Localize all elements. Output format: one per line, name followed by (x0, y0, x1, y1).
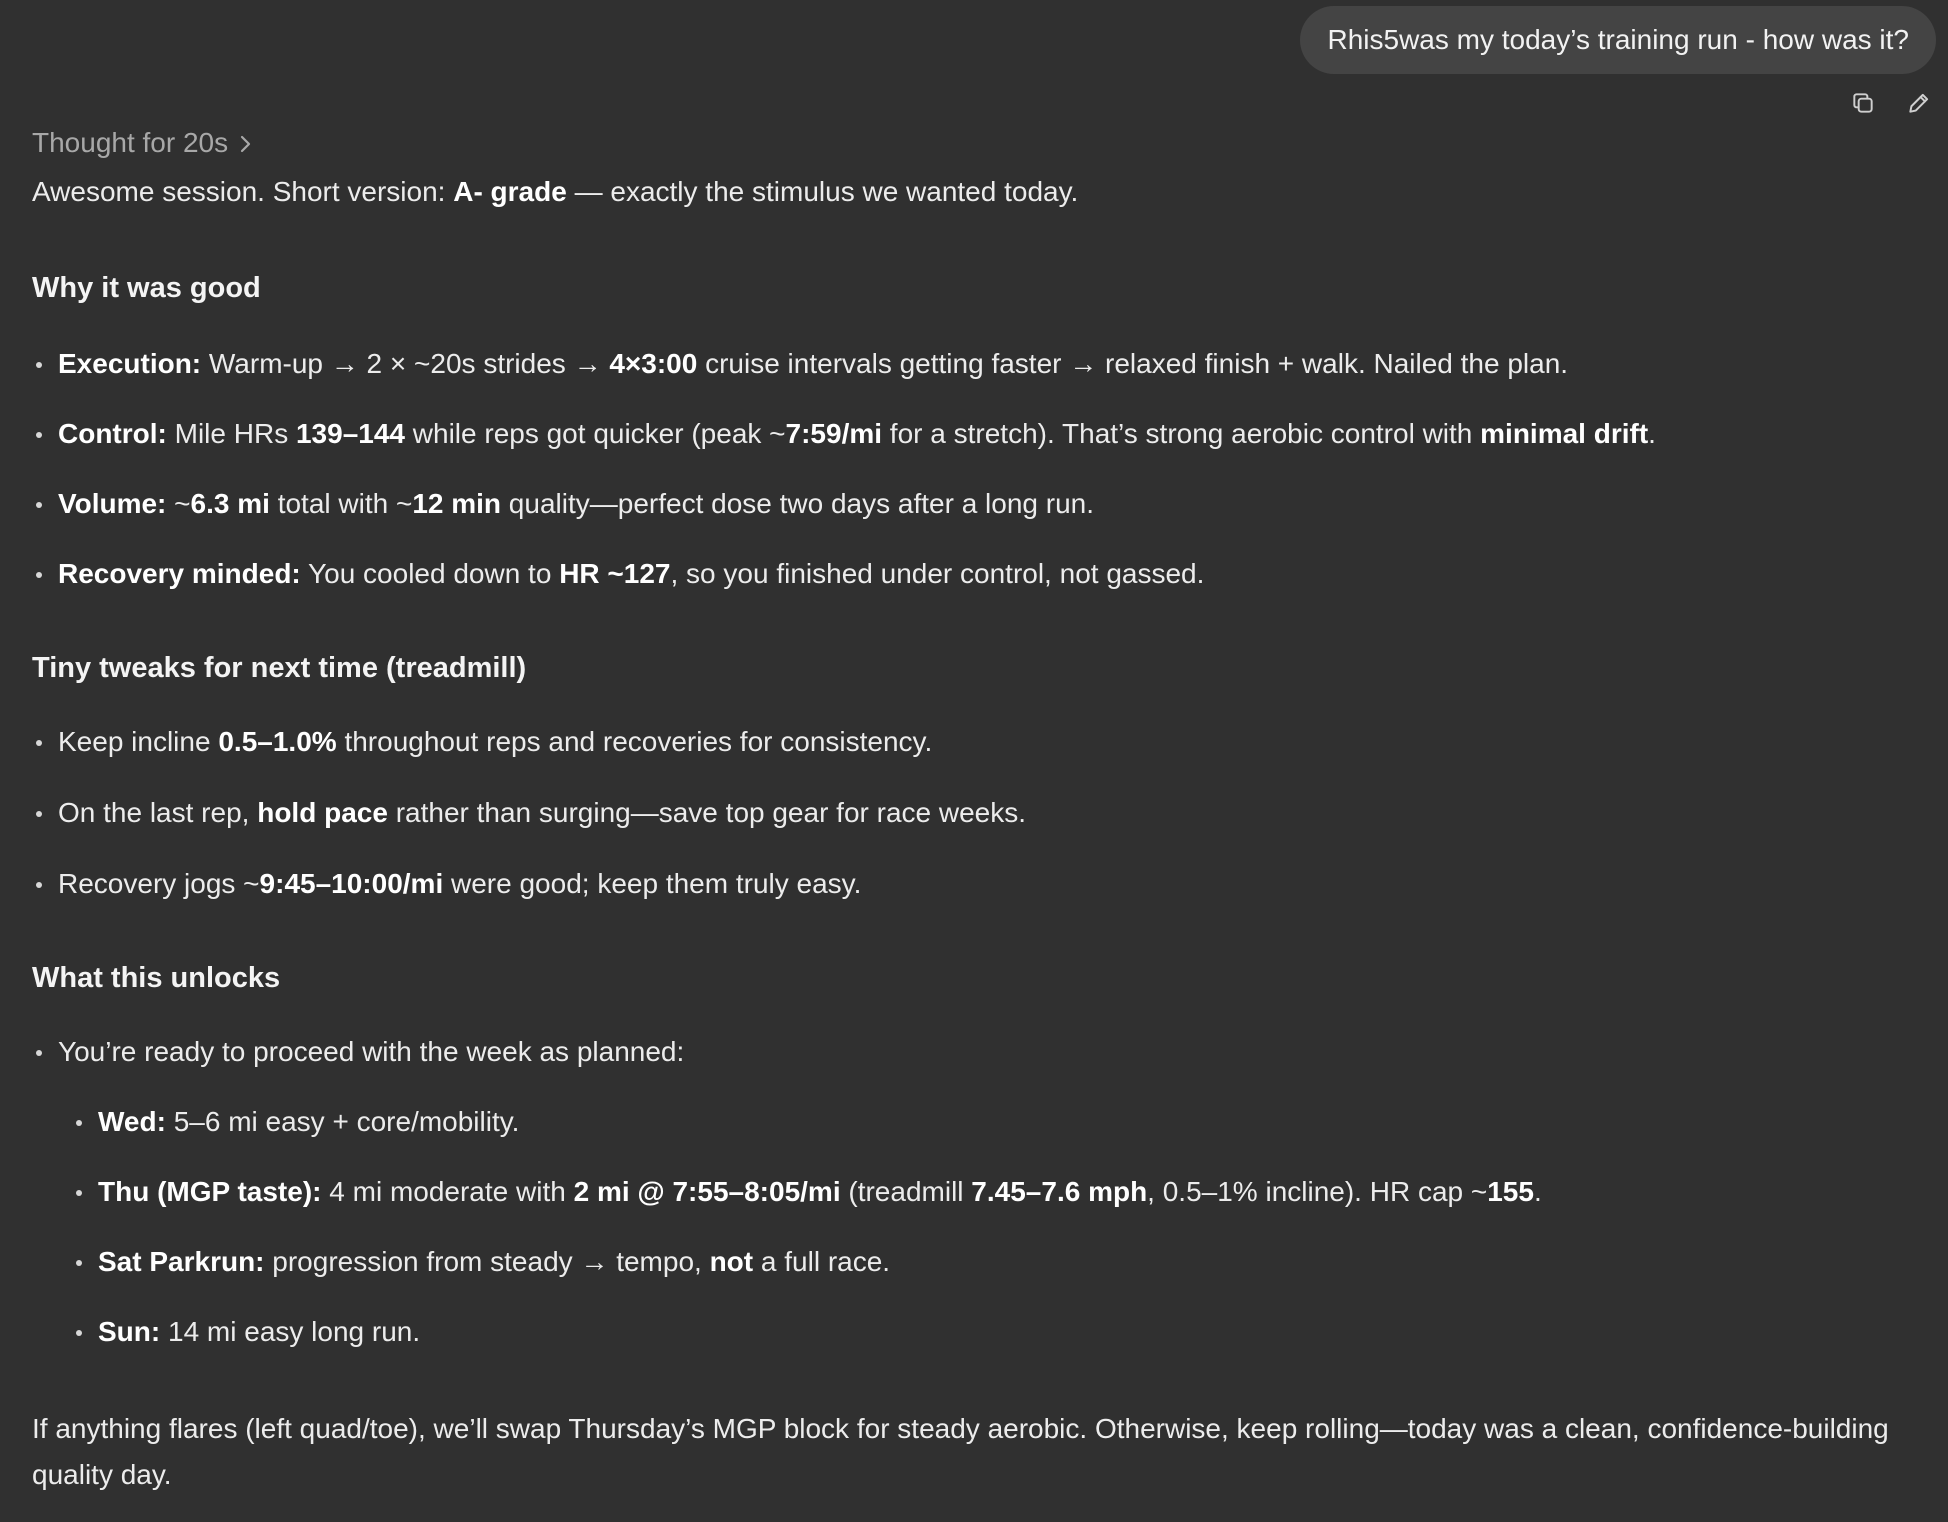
bold-text: 7.45–7.6 mph (971, 1176, 1148, 1207)
text-span: progression from steady → tempo, (264, 1246, 710, 1277)
list-item (72, 1312, 1912, 1352)
bold-text: 6.3 mi (190, 488, 270, 519)
text-span: for a stretch). That’s strong aerobic control with (882, 418, 1481, 449)
message-actions (1846, 86, 1936, 120)
list-item (72, 1172, 1912, 1212)
copy-icon (1850, 90, 1876, 116)
bold-text: 0.5–1.0% (218, 726, 337, 757)
text-span: , so you finished under control, not gassed. (670, 558, 1205, 589)
section-heading-why: Why it was good (32, 272, 261, 304)
thought-toggle[interactable] (32, 122, 252, 164)
bold-text: 9:45–10:00/mi (259, 868, 444, 899)
bold-text: HR ~127 (559, 558, 671, 589)
list-item (32, 414, 1912, 454)
thought-label: Thought for 20s (32, 127, 229, 158)
bold-text: 12 min (412, 488, 502, 519)
bold-text: Sun: (98, 1316, 161, 1347)
text-span: quality—perfect dose two days after a long run. (501, 488, 1095, 519)
bold-text: Execution: (58, 348, 202, 379)
list-item (32, 864, 1912, 904)
bold-text: 4×3:00 (609, 348, 698, 379)
section-heading-unlocks: What this unlocks (32, 962, 281, 994)
text-span: rather than surging—save top gear for race weeks. (387, 797, 1027, 828)
bold-text: not (709, 1246, 754, 1277)
text-span: 14 mi easy long run. (160, 1316, 421, 1347)
bold-text: 139–144 (295, 418, 405, 449)
list-item (32, 554, 1912, 594)
bold-text: Thu (MGP taste): (98, 1176, 322, 1207)
list-item (32, 722, 1912, 762)
text-span: while reps got quicker (peak ~ (405, 418, 786, 449)
why-list (32, 344, 1912, 594)
text-span: throughout reps and recoveries for consistency. (336, 726, 933, 757)
intro-grade: A- grade (453, 176, 567, 207)
list-item (32, 484, 1912, 524)
copy-button[interactable] (1846, 86, 1880, 120)
intro-text: Awesome session. Short version: (32, 176, 454, 207)
bold-text: Wed: (98, 1106, 166, 1137)
text-span: were good; keep them truly easy. (443, 868, 862, 899)
text-span: total with ~ (269, 488, 413, 519)
list-item (72, 1242, 1912, 1282)
list-item (32, 793, 1912, 833)
text-span: Recovery jogs ~ (58, 868, 260, 899)
list-item (72, 1102, 1912, 1142)
text-span: , 0.5–1% incline). HR cap ~ (1147, 1176, 1488, 1207)
section-heading-tweaks: Tiny tweaks for next time (treadmill) (32, 652, 527, 684)
bold-text: minimal drift (1480, 418, 1649, 449)
text-span: ~ (166, 488, 191, 519)
edit-message-button[interactable] (1902, 86, 1936, 120)
text-span: Mile HRs (166, 418, 296, 449)
bold-text: Sat Parkrun: (98, 1246, 265, 1277)
text-span: You cooled down to (300, 558, 560, 589)
bold-text: 155 (1487, 1176, 1534, 1207)
pencil-icon (1906, 90, 1932, 116)
text-span: cruise intervals getting faster → relaxed finish + walk. Nailed the plan. (697, 348, 1569, 379)
text-span: a full race. (753, 1246, 891, 1277)
bold-text: Volume: (58, 488, 167, 519)
list-item (32, 1032, 1912, 1072)
bold-text: Recovery minded: (58, 558, 301, 589)
bold-text: Control: (58, 418, 167, 449)
text-span: On the last rep, (58, 797, 258, 828)
intro-text-end: — exactly the stimulus we wanted today. (566, 176, 1079, 207)
user-message-bubble (1300, 6, 1936, 74)
text-span: . (1648, 418, 1656, 449)
week-plan-list (32, 1102, 1912, 1352)
bold-text: hold pace (257, 797, 388, 828)
text-span: (treadmill (840, 1176, 972, 1207)
closing-paragraph: If anything flares (left quad/toe), we’ll swap Thursday’s MGP block for steady aerobic. Otherwise, keep rolling—today was a clean, confidence-building quality day. (32, 1413, 1889, 1490)
text-span: . (1533, 1176, 1542, 1207)
intro-paragraph (32, 172, 1078, 212)
chevron-right-icon (238, 134, 252, 154)
text-span: Warm-up → 2 × ~20s strides → (201, 348, 610, 379)
text-span: Keep incline (58, 726, 219, 757)
unlocks-list (32, 1032, 1912, 1072)
text-span: 4 mi moderate with (321, 1176, 574, 1207)
tweaks-list (32, 722, 1912, 904)
text-span: You’re ready to proceed with the week as planned: (58, 1036, 685, 1067)
bold-text: 7:59/mi (785, 418, 883, 449)
user-message-text: Rhis5was my today’s training run - how was it? (1327, 24, 1909, 55)
list-item (32, 344, 1912, 384)
bold-text: 2 mi @ 7:55–8:05/mi (573, 1176, 841, 1207)
text-span: 5–6 mi easy + core/mobility. (165, 1106, 520, 1137)
